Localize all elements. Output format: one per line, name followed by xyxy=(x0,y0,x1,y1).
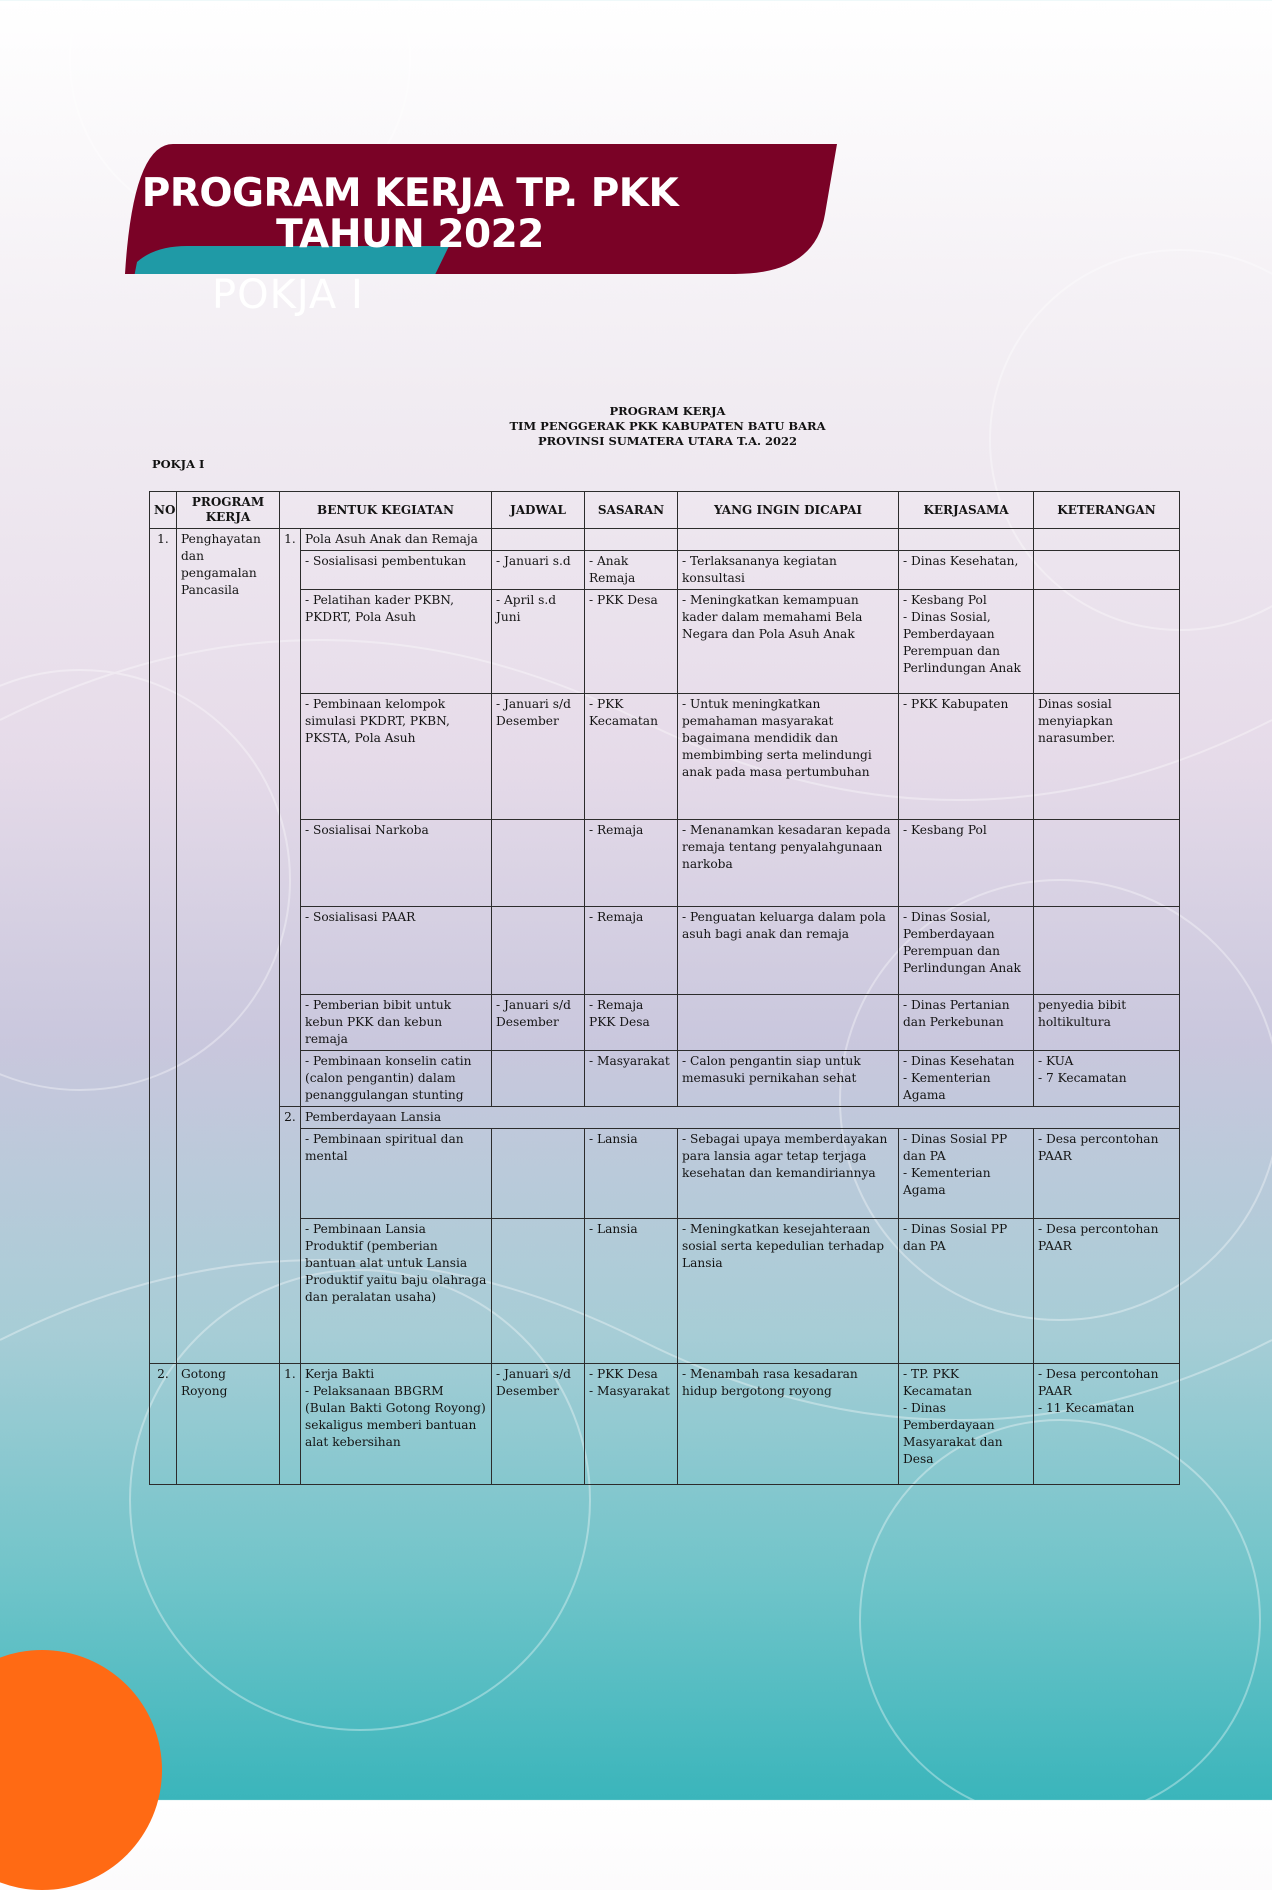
sasaran-cell: - PKK Desa xyxy=(585,590,678,694)
program-name: Penghayatan dan pengamalan Pancasila xyxy=(177,529,280,1364)
table-row xyxy=(150,529,1180,551)
bentuk-cell: - Pembinaan Lansia Produktif (pemberian bantuan alat untuk Lansia Produktif yaitu baju olahraga dan peralatan usaha) xyxy=(301,1219,492,1364)
banner-title-line1: PROGRAM KERJA TP. PKK xyxy=(141,171,679,216)
sub-no: 1. xyxy=(280,529,301,1107)
jadwal-cell: - Januari s.d xyxy=(492,551,585,590)
jadwal-cell: - April s.d Juni xyxy=(492,590,585,694)
table-row xyxy=(150,1107,1180,1129)
dicapai-cell: - Untuk meningkatkan pemahaman masyarakat bagaimana mendidik dan membimbing serta melindungi anak pada masa pertumbuhan xyxy=(678,694,899,820)
header-no: NO xyxy=(150,492,177,529)
keterangan-cell: - KUA - 7 Kecamatan xyxy=(1034,1051,1180,1107)
kerjasama-cell: - Kesbang Pol - Dinas Sosial, Pemberdayaan Perempuan dan Perlindungan Anak xyxy=(899,590,1034,694)
header-kerjasama: KERJASAMA xyxy=(899,492,1034,529)
dicapai-cell: - Meningkatkan kesejahteraan sosial serta kepedulian terhadap Lansia xyxy=(678,1219,899,1364)
sasaran-cell: - PKK Desa - Masyarakat xyxy=(585,1364,678,1485)
kerjasama-cell: - Dinas Sosial PP dan PA xyxy=(899,1219,1034,1364)
keterangan-cell xyxy=(1034,529,1180,551)
keterangan-cell xyxy=(1034,907,1180,995)
table-header-row xyxy=(150,492,1180,529)
dicapai-cell: - Sebagai upaya memberdayakan para lansia agar tetap terjaga kesehatan dan kemandiriannya xyxy=(678,1129,899,1219)
dicapai-cell xyxy=(678,529,899,551)
sasaran-cell: - Anak Remaja xyxy=(585,551,678,590)
jadwal-cell xyxy=(492,1051,585,1107)
program-no: 1. xyxy=(150,529,177,1364)
header-line-1: PROGRAM KERJA xyxy=(609,404,726,418)
table-row xyxy=(150,1129,1180,1219)
jadwal-cell: - Januari s/d Desember xyxy=(492,1364,585,1485)
bentuk-cell: - Pembinaan kelompok simulasi PKDRT, PKBN, PKSTA, Pola Asuh xyxy=(301,694,492,820)
dicapai-cell: - Calon pengantin siap untuk memasuki pernikahan sehat xyxy=(678,1051,899,1107)
document-header xyxy=(480,404,855,449)
bentuk-cell: - Sosialisasi pembentukan xyxy=(301,551,492,590)
keterangan-cell: penyedia bibit holtikultura xyxy=(1034,995,1180,1051)
kerjasama-cell: - Dinas Kesehatan - Kementerian Agama xyxy=(899,1051,1034,1107)
jadwal-cell: - Januari s/d Desember xyxy=(492,995,585,1051)
sub-no: 2. xyxy=(280,1107,301,1364)
kerjasama-cell: - PKK Kabupaten xyxy=(899,694,1034,820)
sasaran-cell: - Remaja xyxy=(585,820,678,907)
sasaran-cell: - Lansia xyxy=(585,1219,678,1364)
decorative-corner xyxy=(0,1650,162,1890)
sasaran-cell: - Remaja xyxy=(585,907,678,995)
sasaran-cell: - Masyarakat xyxy=(585,1051,678,1107)
table-row xyxy=(150,694,1180,820)
jadwal-cell xyxy=(492,529,585,551)
jadwal-cell xyxy=(492,820,585,907)
kerjasama-cell: - Dinas Kesehatan, xyxy=(899,551,1034,590)
pokja-label: POKJA I xyxy=(152,457,205,471)
bentuk-cell: - Sosialisasi PAAR xyxy=(301,907,492,995)
keterangan-cell: - Desa percontohan PAAR xyxy=(1034,1129,1180,1219)
table-row xyxy=(150,1051,1180,1107)
program-table xyxy=(149,491,1180,1485)
keterangan-cell: - Desa percontohan PAAR xyxy=(1034,1219,1180,1364)
jadwal-cell xyxy=(492,907,585,995)
header-line-3: PROVINSI SUMATERA UTARA T.A. 2022 xyxy=(537,434,798,448)
table-row xyxy=(150,551,1180,590)
header-sasaran: SASARAN xyxy=(585,492,678,529)
keterangan-cell: - Desa percontohan PAAR - 11 Kecamatan xyxy=(1034,1364,1180,1485)
kerjasama-cell: - TP. PKK Kecamatan - Dinas Pemberdayaan Masyarakat dan Desa xyxy=(899,1364,1034,1485)
dicapai-cell: - Meningkatkan kemampuan kader dalam memahami Bela Negara dan Pola Asuh Anak xyxy=(678,590,899,694)
table-row xyxy=(150,590,1180,694)
dicapai-cell xyxy=(678,995,899,1051)
keterangan-cell xyxy=(1034,590,1180,694)
sasaran-cell: - Remaja PKK Desa xyxy=(585,995,678,1051)
table-row xyxy=(150,907,1180,995)
bentuk-cell: Kerja Bakti - Pelaksanaan BBGRM (Bulan Bakti Gotong Royong) sekaligus memberi bantuan alat kebersihan xyxy=(301,1364,492,1485)
bentuk-cell: - Pembinaan konselin catin (calon pengantin) dalam penanggulangan stunting xyxy=(301,1051,492,1107)
header-keterangan: KETERANGAN xyxy=(1034,492,1180,529)
header-program: PROGRAM KERJA xyxy=(177,492,280,529)
sasaran-cell: - Lansia xyxy=(585,1129,678,1219)
header-jadwal: JADWAL xyxy=(492,492,585,529)
header-dicapai: YANG INGIN DICAPAI xyxy=(678,492,899,529)
dicapai-cell: - Penguatan keluarga dalam pola asuh bagi anak dan remaja xyxy=(678,907,899,995)
table-row xyxy=(150,1219,1180,1364)
dicapai-cell: - Menambah rasa kesadaran hidup bergotong royong xyxy=(678,1364,899,1485)
kerjasama-cell: - Dinas Sosial PP dan PA - Kementerian Agama xyxy=(899,1129,1034,1219)
bentuk-cell: - Pembinaan spiritual dan mental xyxy=(301,1129,492,1219)
table-row xyxy=(150,820,1180,907)
bentuk-cell: - Pemberian bibit untuk kebun PKK dan kebun remaja xyxy=(301,995,492,1051)
program-name: Gotong Royong xyxy=(177,1364,280,1485)
dicapai-cell: - Menanamkan kesadaran kepada remaja tentang penyalahgunaan narkoba xyxy=(678,820,899,907)
keterangan-cell: Dinas sosial menyiapkan narasumber. xyxy=(1034,694,1180,820)
kerjasama-cell: - Dinas Sosial, Pemberdayaan Perempuan dan Perlindungan Anak xyxy=(899,907,1034,995)
sub-no: 1. xyxy=(280,1364,301,1485)
pokja-tab-label: POKJA I xyxy=(212,272,364,318)
bentuk-cell: Pemberdayaan Lansia xyxy=(301,1107,1180,1129)
jadwal-cell: - Januari s/d Desember xyxy=(492,694,585,820)
keterangan-cell xyxy=(1034,551,1180,590)
banner-title-line2: TAHUN 2022 xyxy=(276,212,544,257)
bentuk-cell: - Sosialisai Narkoba xyxy=(301,820,492,907)
table-row xyxy=(150,1364,1180,1485)
jadwal-cell xyxy=(492,1219,585,1364)
header-line-2: TIM PENGGERAK PKK KABUPATEN BATU BARA xyxy=(509,419,826,433)
sasaran-cell: - PKK Kecamatan xyxy=(585,694,678,820)
jadwal-cell xyxy=(492,1129,585,1219)
dicapai-cell: - Terlaksananya kegiatan konsultasi xyxy=(678,551,899,590)
header-bentuk: BENTUK KEGIATAN xyxy=(280,492,492,529)
keterangan-cell xyxy=(1034,820,1180,907)
banner-title xyxy=(125,173,695,255)
sasaran-cell xyxy=(585,529,678,551)
kerjasama-cell: - Kesbang Pol xyxy=(899,820,1034,907)
program-no: 2. xyxy=(150,1364,177,1485)
bentuk-cell: Pola Asuh Anak dan Remaja xyxy=(301,529,492,551)
kerjasama-cell xyxy=(899,529,1034,551)
bentuk-cell: - Pelatihan kader PKBN, PKDRT, Pola Asuh xyxy=(301,590,492,694)
kerjasama-cell: - Dinas Pertanian dan Perkebunan xyxy=(899,995,1034,1051)
table-row xyxy=(150,995,1180,1051)
